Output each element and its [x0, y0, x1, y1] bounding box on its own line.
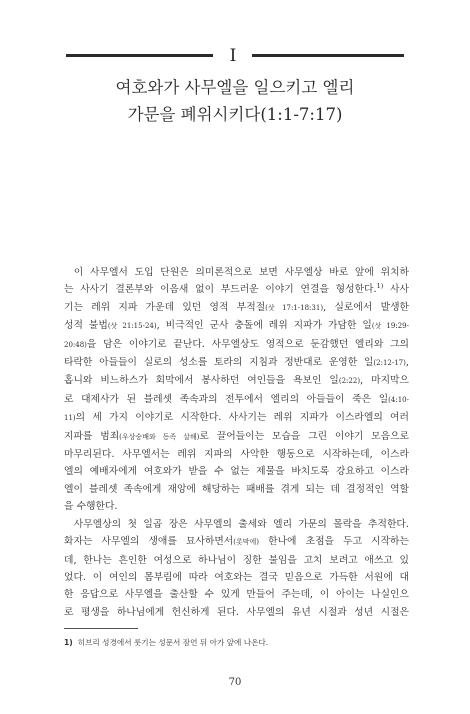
- text-line: 로 평생을 하나님에게 헌신하게 된다. 사무엘의 유년 시절과 성년 시절은: [64, 606, 409, 618]
- page-number: 70: [228, 677, 242, 688]
- paragraph-2: [64, 516, 409, 621]
- scripture-reference: (2:12-17): [373, 359, 406, 368]
- text-line: 한 응답으로 사무엘을 출산할 수 있게 만들어 주는데, 이 아이는 나실인으: [64, 589, 409, 601]
- footnote: [64, 637, 409, 649]
- text-line: 었다. 이 여인의 몸부림에 따라 여호와는 결국 믿음으로 가득한 서원에 대: [64, 571, 409, 583]
- body-text: [64, 264, 409, 621]
- scripture-reference: (삿 17:1-18:31): [265, 303, 324, 312]
- scripture-reference: 20:48): [64, 340, 87, 349]
- chapter-numeral: I: [229, 46, 237, 66]
- text-line: 지파를 범죄(우상숭배와 동족 살해)로 끌어들이는 모습을 그린 이야기 모음으로: [64, 430, 409, 442]
- footnote-marker: 1): [64, 638, 73, 647]
- scripture-reference: (4:10-: [388, 395, 409, 404]
- text-line: 엘의 예배자에게 여호와가 받을 수 없는 제물을 바치도록 강요하고 이스라: [64, 466, 409, 478]
- footnote-reference[interactable]: 1): [376, 282, 384, 291]
- scripture-reference: (2:22): [338, 377, 361, 386]
- heading-rule-right: [252, 54, 404, 57]
- chapter-title: [0, 74, 470, 128]
- text-line: 화자는 사무엘의 생애를 묘사하면서(롯막에) 한나에 초점을 두고 시작하는: [64, 536, 409, 548]
- text-line: 마무리된다. 사무엘서는 레위 지파의 사악한 행동으로 시작하는데, 이스라: [64, 449, 409, 461]
- paragraph-1: [64, 264, 409, 516]
- text-line: 홉니와 비느하스가 회막에서 봉사하던 여인들을 욕보인 일(2:22), 마지막으: [64, 375, 409, 387]
- chapter-title-line-1: 여호와가 사무엘을 일으키고 엘리: [115, 78, 355, 97]
- text-line: 데, 한나는 흔인한 여성으로 하나님이 징한 불임을 고치 보려고 애쓰고 있: [64, 554, 409, 566]
- chapter-heading: [0, 44, 470, 70]
- footnote-text: 히브리 성경에서 룻기는 성문서 잠언 뒤 아가 앞에 나온다.: [77, 638, 269, 647]
- scripture-reference: (삿 21:15-24): [107, 322, 157, 331]
- chapter-title-line-2: 가문을 폐위시키다(1:1-7:17): [127, 105, 343, 124]
- text-line: 는 사사기 결론부와 이음새 없이 부드러운 이야기 연결을 형성한다.$^{1)}$ 사사: [64, 282, 409, 296]
- heading-rule-left: [66, 54, 213, 57]
- parenthetical-note: (롯막에): [233, 538, 260, 547]
- footnote-divider: [64, 628, 138, 629]
- text-line: 로 대제사가 된 블레셋 족속과의 전투에서 엘리의 아들들이 죽은 일(4:10-: [64, 393, 409, 405]
- text-line: 엘이 블레셋 족속에게 재앙에 해당하는 패배를 겪게 되는 데 결정적인 역할: [64, 483, 409, 495]
- text-line: 20:48)을 담은 이야기로 끝난다. 사무엘상도 영적으로 둔감했던 엘리와 그의: [64, 338, 409, 350]
- text-line: 을 수행한다.: [64, 501, 118, 513]
- parenthetical-note: (우상숭배와 동족 살해): [119, 432, 200, 441]
- scripture-reference: (삿 19:29-: [371, 322, 409, 331]
- text-line: 타락한 아들들이 실로의 성소를 토라의 지침과 정반대로 운영한 일(2:12-17),: [64, 357, 409, 369]
- text-line: 기는 레위 지파 가운데 있던 영적 부적절(삿 17:1-18:31), 실로에서 발생한: [64, 301, 409, 313]
- scripture-reference: 11): [64, 414, 76, 423]
- text-line: 사무엘상의 첫 일곱 장은 사무엘의 출세와 엘리 가문의 몰락을 추적한다.: [73, 518, 409, 530]
- text-line: 이 사무엘서 도입 단원은 의미론적으로 보면 사무엘상 바로 앞에 위치하: [73, 267, 409, 278]
- text-line: 11)의 세 가지 이야기로 시작한다. 사사기는 레위 지파가 이스라엘의 여러: [64, 412, 409, 424]
- text-line: 성적 불법(삿 21:15-24), 비극적인 군사 충돌에 레위 지파가 가담한 일(삿 19:29-: [64, 320, 409, 332]
